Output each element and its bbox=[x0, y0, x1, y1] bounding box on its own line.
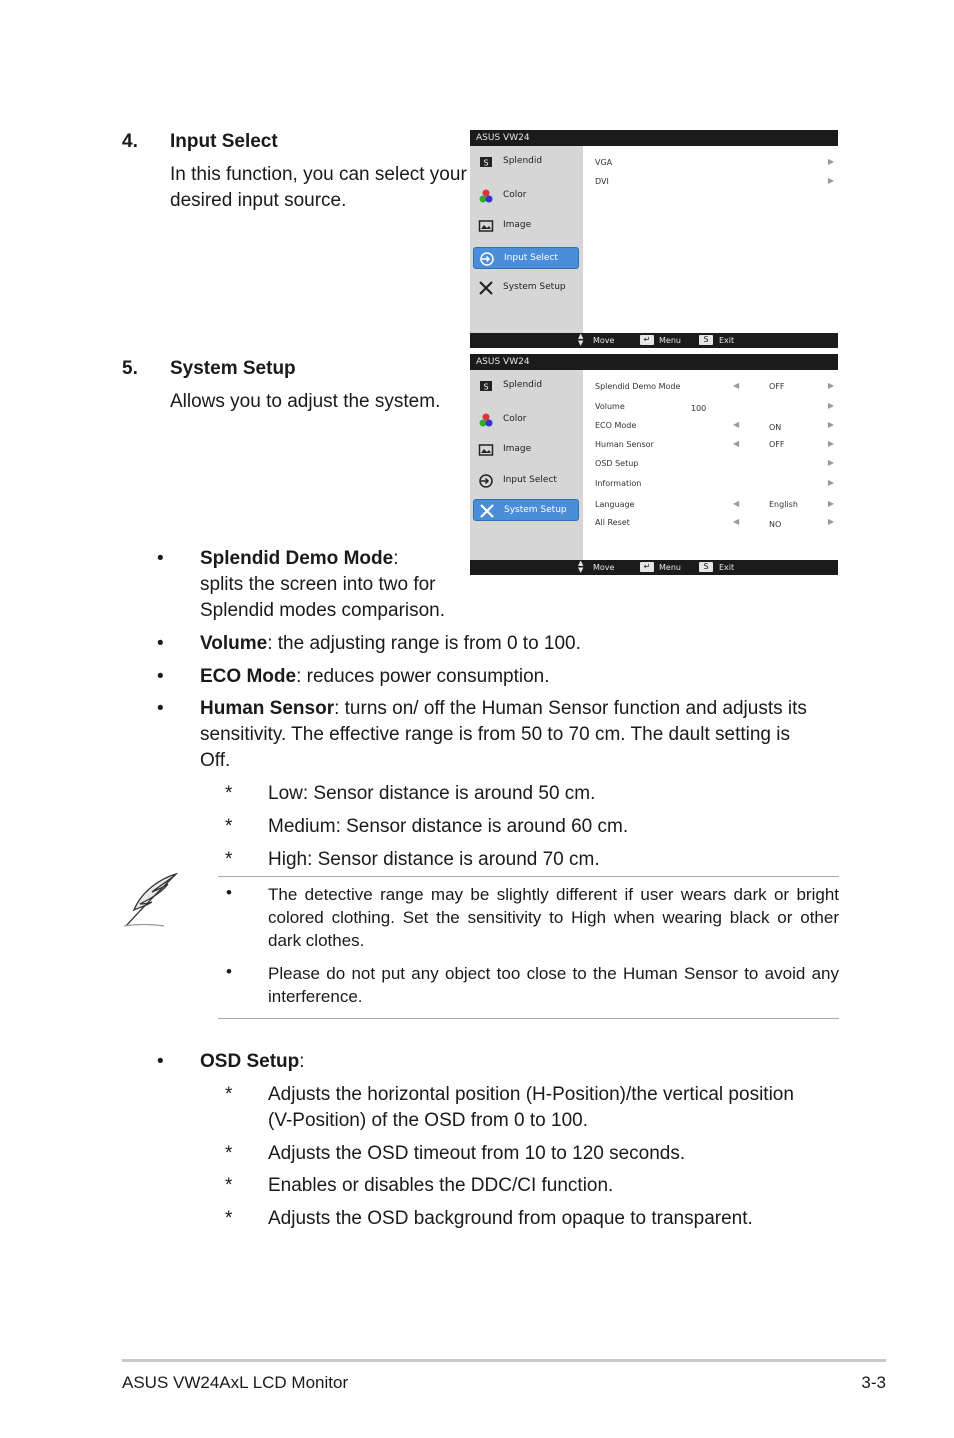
osd-footer: ▲ ▼ Move ↵ Menu S Exit bbox=[470, 560, 838, 575]
sub-marker: * bbox=[225, 849, 233, 870]
bullet-marker: • bbox=[226, 962, 232, 981]
step-5-title: System Setup bbox=[170, 358, 296, 379]
menu-enter-icon: ↵ bbox=[640, 335, 654, 345]
sub-marker: * bbox=[225, 783, 233, 804]
splendid-icon bbox=[478, 154, 494, 170]
svg-text:S: S bbox=[483, 382, 489, 392]
note-feather-icon bbox=[122, 872, 180, 930]
human-sensor-line2: sensitivity. The effective range is from 50 to 70 cm. The dault setting is bbox=[200, 724, 790, 745]
tools-icon bbox=[479, 503, 495, 519]
sub-marker: * bbox=[225, 816, 233, 837]
osd-row-volume: Volume 100 ▶ bbox=[595, 401, 834, 413]
osd-system-setup-screenshot bbox=[470, 354, 838, 575]
bullet-marker: • bbox=[157, 698, 164, 719]
sub-marker: * bbox=[225, 1208, 233, 1229]
move-arrows-icon: ▲ ▼ bbox=[578, 559, 584, 574]
arrow-left-icon: ◀ bbox=[733, 517, 740, 526]
splendid-demo-line1: Splendid Demo Mode: bbox=[200, 548, 399, 569]
bullet-marker: • bbox=[157, 1051, 164, 1072]
exit-s-icon: S bbox=[699, 335, 713, 345]
osd-position-line1: Adjusts the horizontal position (H-Position)/the vertical position bbox=[268, 1084, 794, 1105]
arrow-right-icon: ▶ bbox=[827, 401, 834, 410]
human-sensor-line1: Human Sensor: turns on/ off the Human Sensor function and adjusts its bbox=[200, 698, 807, 719]
osd-row-osd-setup: OSD Setup ▶ bbox=[595, 458, 834, 468]
osd-row-eco-mode: ECO Mode ◀ ON ▶ bbox=[595, 420, 834, 432]
osd-sidebar bbox=[470, 146, 583, 333]
osd-menu-input-select: Input Select bbox=[473, 470, 579, 492]
arrow-right-icon: ▶ bbox=[827, 478, 834, 487]
osd-menu-color: Color bbox=[473, 409, 579, 431]
splendid-demo-line3: Splendid modes comparison. bbox=[200, 600, 446, 621]
note-item-1: The detective range may be slightly different if user wears dark or bright colored clothing. Set the sensitivity to High when wearing black or other dark clothes. bbox=[268, 885, 839, 950]
svg-text:S: S bbox=[483, 158, 489, 168]
osd-ddcci: Enables or disables the DDC/CI function. bbox=[268, 1175, 614, 1196]
tools-icon bbox=[478, 280, 494, 296]
exit-s-icon: S bbox=[699, 562, 713, 572]
osd-menu-system-setup: System Setup bbox=[473, 277, 579, 299]
osd-row-language: Language ◀ English ▶ bbox=[595, 499, 834, 509]
osd-menu-image: Image bbox=[473, 439, 579, 461]
volume-item: Volume: the adjusting range is from 0 to 100. bbox=[200, 633, 581, 654]
arrow-right-icon: ▶ bbox=[827, 439, 834, 448]
image-icon bbox=[478, 218, 494, 234]
bullet-marker: • bbox=[157, 666, 164, 687]
step-5-text: Allows you to adjust the system. bbox=[170, 391, 441, 412]
step-4-text-line1: In this function, you can select your bbox=[170, 164, 467, 185]
osd-row-dvi: DVI ▶ bbox=[595, 176, 834, 186]
note-top-divider bbox=[218, 876, 839, 877]
bullet-marker: • bbox=[157, 633, 164, 654]
eco-mode-item: ECO Mode: reduces power consumption. bbox=[200, 666, 550, 687]
bullet-marker: • bbox=[157, 548, 164, 569]
color-icon bbox=[478, 188, 494, 204]
sub-marker: * bbox=[225, 1175, 233, 1196]
osd-background: Adjusts the OSD background from opaque to transparent. bbox=[268, 1208, 753, 1229]
note-item-2: Please do not put any object too close to the Human Sensor to avoid any interference. bbox=[268, 964, 839, 1006]
image-icon bbox=[478, 442, 494, 458]
footer-divider bbox=[122, 1359, 886, 1362]
sub-marker: * bbox=[225, 1084, 233, 1105]
footer-title: ASUS VW24AxL LCD Monitor bbox=[122, 1373, 349, 1392]
step-4-number: 4. bbox=[122, 131, 138, 152]
osd-menu-input-select: Input Select bbox=[473, 247, 579, 269]
osd-sidebar bbox=[470, 370, 583, 560]
arrow-left-icon: ◀ bbox=[733, 381, 740, 390]
osd-position-line2: (V-Position) of the OSD from 0 to 100. bbox=[268, 1110, 588, 1131]
osd-setup-title: OSD Setup: bbox=[200, 1051, 305, 1072]
osd-menu-splendid: S Splendid bbox=[473, 151, 579, 173]
osd-input-select-screenshot bbox=[470, 130, 838, 348]
input-select-icon bbox=[478, 473, 494, 489]
arrow-left-icon: ◀ bbox=[733, 439, 740, 448]
step-4-text-line2: desired input source. bbox=[170, 190, 347, 211]
sensor-high: High: Sensor distance is around 70 cm. bbox=[268, 849, 600, 870]
osd-menu-color: Color bbox=[473, 185, 579, 207]
human-sensor-line3: Off. bbox=[200, 750, 231, 771]
osd-content bbox=[583, 146, 838, 333]
step-5-number: 5. bbox=[122, 358, 138, 379]
splendid-demo-line2: splits the screen into two for bbox=[200, 574, 436, 595]
osd-content bbox=[583, 370, 838, 560]
splendid-icon bbox=[478, 378, 494, 394]
osd-title: ASUS VW24 bbox=[470, 354, 838, 370]
sub-marker: * bbox=[225, 1143, 233, 1164]
step-4-title: Input Select bbox=[170, 131, 278, 152]
osd-timeout: Adjusts the OSD timeout from 10 to 120 seconds. bbox=[268, 1143, 686, 1164]
osd-menu-splendid: S Splendid bbox=[473, 375, 579, 397]
menu-enter-icon: ↵ bbox=[640, 562, 654, 572]
note-bottom-divider bbox=[218, 1018, 839, 1019]
input-select-icon bbox=[479, 251, 495, 267]
osd-menu-system-setup: System Setup bbox=[473, 499, 579, 521]
arrow-left-icon: ◀ bbox=[733, 499, 740, 508]
sensor-medium: Medium: Sensor distance is around 60 cm. bbox=[268, 816, 629, 837]
osd-menu-image: Image bbox=[473, 215, 579, 237]
arrow-right-icon: ▶ bbox=[827, 420, 834, 429]
osd-title: ASUS VW24 bbox=[470, 130, 838, 146]
color-icon bbox=[478, 412, 494, 428]
osd-row-all-reset: All Reset ◀ NO ▶ bbox=[595, 517, 834, 529]
arrow-right-icon: ▶ bbox=[827, 157, 834, 166]
arrow-right-icon: ▶ bbox=[827, 458, 834, 467]
page-number: 3-3 bbox=[861, 1373, 886, 1392]
arrow-right-icon: ▶ bbox=[827, 381, 834, 390]
osd-row-human-sensor: Human Sensor ◀ OFF ▶ bbox=[595, 439, 834, 449]
osd-row-splendid-demo: Splendid Demo Mode ◀ OFF ▶ bbox=[595, 381, 834, 391]
arrow-right-icon: ▶ bbox=[827, 176, 834, 185]
arrow-right-icon: ▶ bbox=[827, 499, 834, 508]
osd-row-vga: VGA ▶ bbox=[595, 157, 834, 167]
move-arrows-icon: ▲ ▼ bbox=[578, 332, 584, 347]
sensor-low: Low: Sensor distance is around 50 cm. bbox=[268, 783, 596, 804]
osd-row-information: Information ▶ bbox=[595, 478, 834, 488]
arrow-left-icon: ◀ bbox=[733, 420, 740, 429]
arrow-right-icon: ▶ bbox=[827, 517, 834, 526]
bullet-marker: • bbox=[226, 883, 232, 902]
osd-footer: ▲ ▼ Move ↵ Menu S Exit bbox=[470, 333, 838, 348]
